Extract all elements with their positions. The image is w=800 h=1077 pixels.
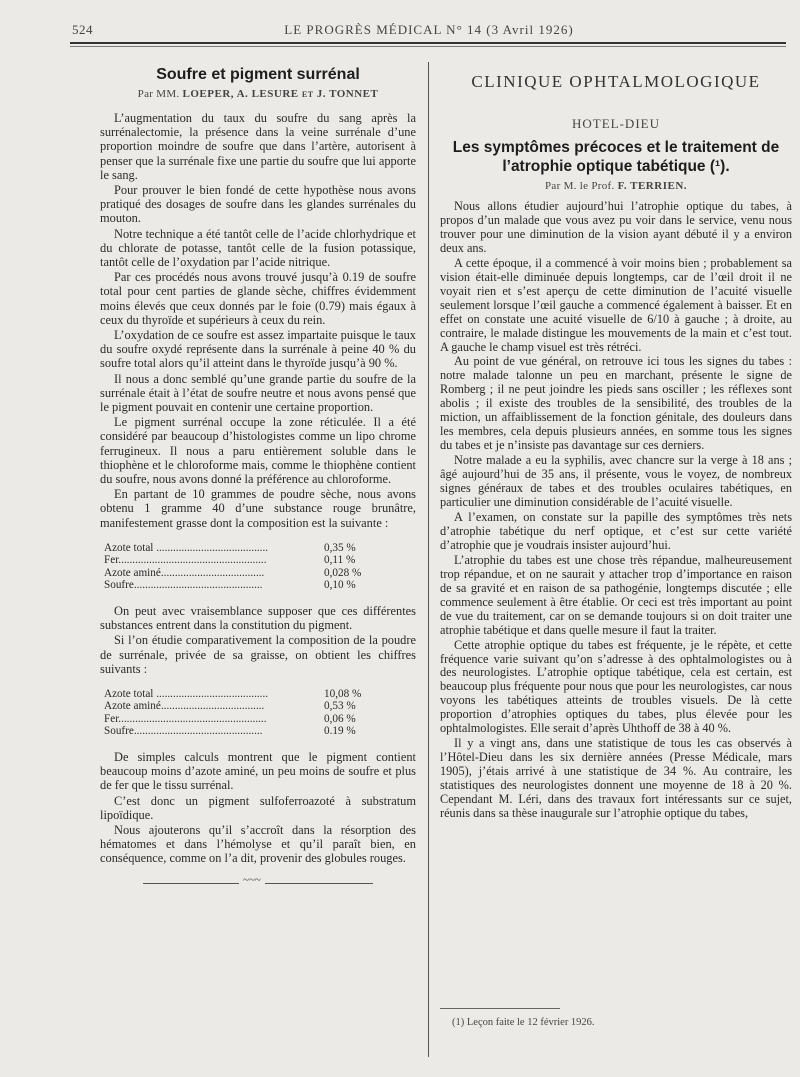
paragraph: Nous ajouterons qu’il s’accroît dans la résorption des hématomes et dans l’hémolyse et qu’il paraît bien, en conséquence, comme on l’a dit, provenir des globules rouges. bbox=[100, 822, 416, 866]
paragraph: Il nous a donc semblé qu’une grande partie du soufre de la surrénale était à l’état de soufre neutre et nous avons pensé que le pigment pouvait en contenir une certaine proportion. bbox=[100, 371, 416, 415]
article-title-right: Les symptômes précoces et le traitement de l’atrophie optique tabétique (¹). bbox=[452, 139, 780, 175]
byline-authors: LOEPER, A. LESURE et J. TONNET bbox=[182, 88, 379, 100]
table-row bbox=[104, 579, 416, 592]
paragraph: On peut avec vraisemblance supposer que ces différentes substances entrent dans la constitution du pigment. bbox=[100, 603, 416, 633]
right-column bbox=[440, 66, 792, 821]
table-label: Azote total ........................................ bbox=[104, 541, 269, 554]
table-row bbox=[104, 567, 416, 580]
byline-prefix: Par M. le Prof. bbox=[544, 180, 618, 192]
table-value: 0,35 % bbox=[324, 541, 356, 554]
header-rule bbox=[70, 42, 786, 44]
paragraph: L’augmentation du taux du soufre du sang après la surrénalectomie, la présence dans la veine surrénale d’une proportion moindre de soufre que dans l’artère, autorisent à penser que la surrénale fixe une partie du soufre que lui apporte le sang. bbox=[100, 111, 416, 182]
paragraph: Au point de vue général, on retrouve ici tous les signes du tabes : notre malade talonne un peu en marchant, présente le signe de Romberg ; il ne peut joindre les pieds sans osciller ; les réflexes sont abolis ; il existe des troubles de la sensibilité, des troubles de la miction, un affaiblissement de la fonction génitale, des douleurs dans les membres, cela depuis plusieurs années, en somme tous les signes du tabes et je n’insiste pas davantage sur ces derniers. bbox=[440, 354, 792, 453]
table-label: Azote aminé..................................... bbox=[104, 700, 265, 713]
paragraph: L’oxydation de ce soufre est assez impartaite puisque le taux du soufre oxydé représente dans la surrénale à peine 40 % du soufre total alors qu’il atteint dans le thyroïde jusqu’à 90 %. bbox=[100, 328, 416, 371]
paragraph: L’atrophie du tabes est une chose très répandue, malheureusement trop répandue, et on ne saurait y attacher trop d’importance en raison de sa gravité et en raison de sa pathogénie, longtemps discutée ; elle commence seulement à être établie. Or ceci est très important au point de vue du traitement, car on se demande toujours si on doit traiter une atrophie tabétique et dans quelle mesure il faut la traiter. bbox=[440, 552, 792, 637]
paragraph: Notre technique a été tantôt celle de l’acide chlorhydrique et du chlorate de potasse, tantôt celle de la fusion potassique, tantôt celle de l’oxydation par l’acide nitrique. bbox=[100, 226, 416, 270]
ornament-rule bbox=[143, 880, 373, 888]
table-row bbox=[104, 542, 416, 555]
paragraph: A l’examen, on constate sur la papille des symptômes très nets d’atrophie tabétique du nerf optique, et c’est sur cette variété d’atrophie que je voudrais insister aujourd’hui. bbox=[440, 509, 792, 552]
paragraph: Par ces procédés nous avons trouvé jusqu’à 0.19 de soufre total pour cent parties de glande sèche, chiffres évidemment moins élevés que ceux donnés par le foie (0.79) mais égaux à ceux du thyroïde et supérieurs à ceux du rein. bbox=[100, 270, 416, 327]
table-value: 0,53 % bbox=[324, 700, 356, 713]
table-value: 0,11 % bbox=[324, 554, 356, 567]
journal-title: LE PROGRÈS MÉDICAL N° 14 (3 Avril 1926) bbox=[284, 22, 574, 37]
byline-prefix: Par MM. bbox=[137, 88, 183, 100]
table-value: 0,10 % bbox=[324, 579, 356, 592]
table-label: Fer..................................................... bbox=[104, 712, 267, 725]
paragraph: Notre malade a eu la syphilis, avec chancre sur la verge à 18 ans ; âgé aujourd’hui de 35 ans, il présente, vous le voyez, de nombreux signes généraux de tabes et des troubles oculaires tabétiques, en particulier une diminution considérable de l’acuité visuelle. bbox=[440, 453, 792, 510]
paragraph: De simples calculs montrent que le pigment contient beaucoup moins d’azote aminé, un peu moins de soufre et plus de fer que le tissu surrénal. bbox=[100, 749, 416, 793]
table-row bbox=[104, 725, 416, 738]
composition-table-2 bbox=[104, 688, 416, 738]
table-label: Soufre.............................................. bbox=[104, 579, 263, 592]
table-value: 0,028 % bbox=[324, 566, 362, 579]
subsection-title: HOTEL-DIEU bbox=[572, 116, 660, 131]
byline-left bbox=[100, 88, 416, 100]
table-row bbox=[104, 700, 416, 713]
footnote: (1) Leçon faite le 12 février 1926. bbox=[452, 1017, 595, 1028]
paragraph: C’est donc un pigment sulfoferroazoté à substratum lipoïdique. bbox=[100, 793, 416, 822]
paragraph: Pour prouver le bien fondé de cette hypothèse nous avons pratiqué des dosages de soufre dans les glandes surrénales du mouton. bbox=[100, 183, 416, 226]
table-row bbox=[104, 688, 416, 701]
paragraph: Cette atrophie optique du tabes est fréquente, je le répète, et cette fréquence varie suivant qu’on s’adresse à des ophtalmologistes ou à des neurologistes. L’atrophie optique tabétique, cela est certain, est beaucoup plus fréquente pour nous que pour les neurologistes, car nous voyons les tabétiques atteints de troubles visuels. De là cette proportion d’atrophies optiques du tabes, plus élevée pour les ophtalmologistes. Elle serait d’après Uhthoff de 38 à 40 %. bbox=[440, 637, 792, 736]
left-column bbox=[100, 66, 416, 888]
header-rule-thin bbox=[70, 46, 786, 47]
table-label: Azote total ........................................ bbox=[104, 687, 269, 700]
paragraph: A cette époque, il a commencé à voir moins bien ; probablement sa vision était-elle diminuée depuis longtemps, car de l’œil droit il ne voyait rien et s’est aperçu de cette diminution de l’acuité visuelle seulement lorsque l’œil gauche a commencé également à baisser. Et en effet on constate une acuité visuelle de 6/10 à gauche ; à droite, au contraire, le malade distingue les mouvements de la main et c’est tout. A gauche le champ visuel est très rétréci. bbox=[440, 255, 792, 354]
composition-table-1 bbox=[104, 542, 416, 592]
page-number: 524 bbox=[72, 22, 93, 37]
byline-author: F. TERRIEN. bbox=[617, 180, 688, 192]
paragraph: En partant de 10 grammes de poudre sèche, nous avons obtenu 1 gramme 40 d’une substance rouge brunâtre, manifestement grasse dont la composition est la suivante : bbox=[100, 487, 416, 530]
footnote-rule bbox=[440, 1008, 560, 1009]
table-label: Soufre.............................................. bbox=[104, 725, 263, 738]
table-row bbox=[104, 713, 416, 726]
table-label: Fer..................................................... bbox=[104, 554, 267, 567]
table-label: Azote aminé..................................... bbox=[104, 566, 265, 579]
paragraph: Nous allons étudier aujourd’hui l’atrophie optique du tabes, à propos d’un malade que vous avez pu voir dans le service, venu nous trouver pour une diminution de la vision ayant débuté il y a environ deux ans. bbox=[440, 199, 792, 255]
table-value: 10,08 % bbox=[324, 687, 362, 700]
section-title: CLINIQUE OPHTALMOLOGIQUE bbox=[471, 72, 761, 91]
running-header bbox=[72, 22, 786, 38]
paragraph: Le pigment surrénal occupe la zone réticulée. Il a été considéré par beaucoup d’histologistes comme un lipo chrome ferrugineux. Il nous a paru entièrement soluble dans le thiophène et le chloroforme mais, comme le thiophène contient du soufre, nous avons donné la préférence au chloroforme. bbox=[100, 415, 416, 487]
table-row bbox=[104, 554, 416, 567]
byline-right bbox=[440, 180, 792, 192]
article-title-left: Soufre et pigment surrénal bbox=[156, 66, 360, 83]
table-value: 0.19 % bbox=[324, 725, 356, 738]
paragraph: Il y a vingt ans, dans une statistique de tous les cas observés à l’Hôtel-Dieu dans les six dernière années (Presse Médicale, mars 1905), j’étais arrivé à une statistique de 34 %. Au contraire, les statistiques des neurologistes donnent une moyenne de 18 à 20 %. Cependant M. Léri, dans des travaux fort intéressants sur ce sujet, réunis dans sa thèse inaugurale sur l’atrophie optique du tabes, bbox=[440, 736, 792, 820]
column-divider bbox=[428, 62, 429, 1057]
paragraph: Si l’on étudie comparativement la composition de la poudre de surrénale, privée de sa graisse, on obtient les chiffres suivants : bbox=[100, 633, 416, 676]
table-value: 0,06 % bbox=[324, 712, 356, 725]
